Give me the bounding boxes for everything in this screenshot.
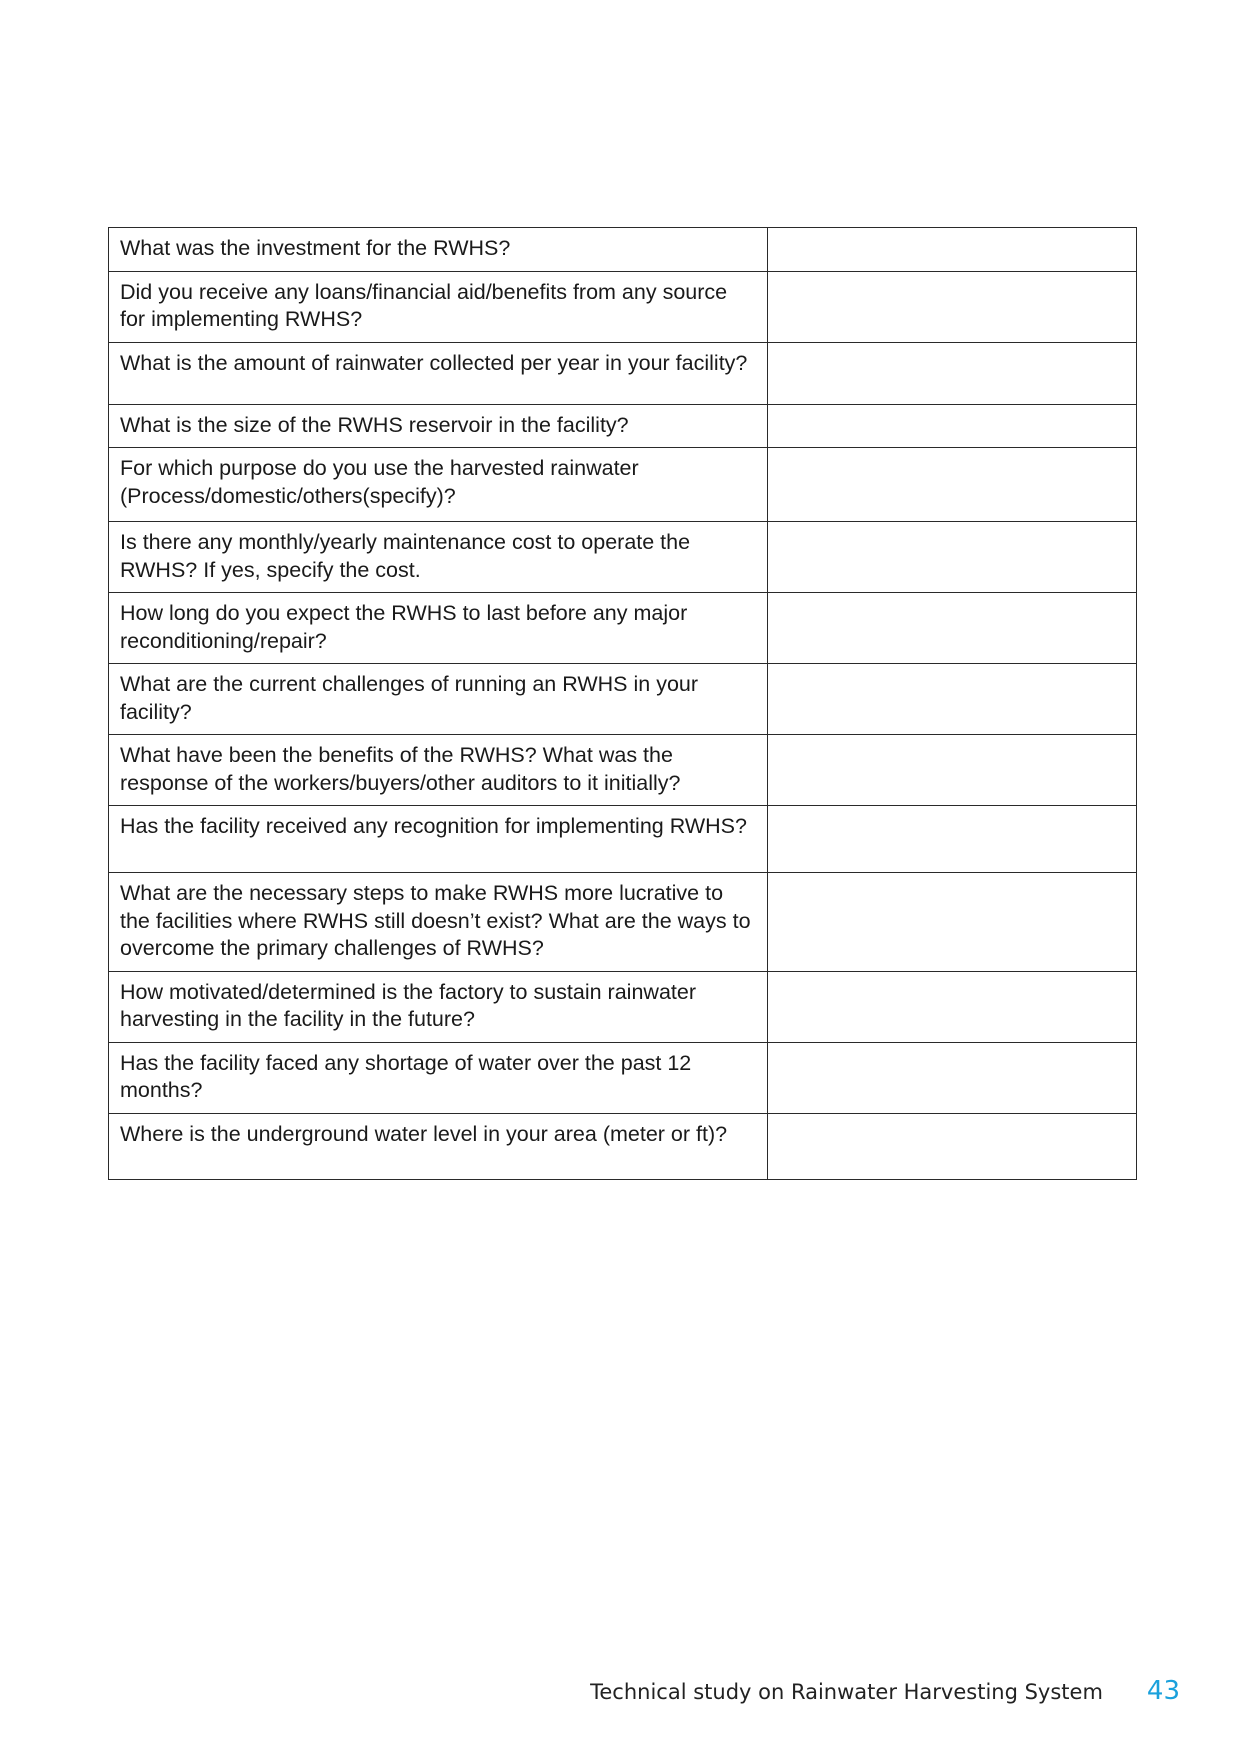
- question-cell: What is the size of the RWHS reservoir in the facility?: [109, 404, 768, 448]
- answer-cell[interactable]: [768, 664, 1137, 735]
- question-cell: Did you receive any loans/financial aid/benefits from any source for implementing RWHS?: [109, 271, 768, 342]
- answer-cell[interactable]: [768, 735, 1137, 806]
- question-cell: Has the facility received any recognition for implementing RWHS?: [109, 806, 768, 873]
- answer-cell[interactable]: [768, 1113, 1137, 1179]
- answer-cell[interactable]: [768, 448, 1137, 522]
- answer-cell[interactable]: [768, 1042, 1137, 1113]
- table-row: [109, 873, 1137, 972]
- page-number: 43: [1146, 1676, 1180, 1706]
- questionnaire-table: [108, 227, 1137, 1180]
- table-row: [109, 735, 1137, 806]
- answer-cell[interactable]: [768, 522, 1137, 593]
- answer-cell[interactable]: [768, 593, 1137, 664]
- table-row: [109, 404, 1137, 448]
- question-cell: For which purpose do you use the harvested rainwater (Process/domestic/others(specify)?: [109, 448, 768, 522]
- question-cell: Is there any monthly/yearly maintenance cost to operate the RWHS? If yes, specify the cost.: [109, 522, 768, 593]
- table-row: [109, 1113, 1137, 1179]
- question-cell: How long do you expect the RWHS to last before any major reconditioning/repair?: [109, 593, 768, 664]
- answer-cell[interactable]: [768, 404, 1137, 448]
- table-row: [109, 806, 1137, 873]
- question-cell: What have been the benefits of the RWHS? What was the response of the workers/buyers/other auditors to it initially?: [109, 735, 768, 806]
- table-row: [109, 1042, 1137, 1113]
- question-cell: What is the amount of rainwater collected per year in your facility?: [109, 342, 768, 404]
- table-row: [109, 342, 1137, 404]
- answer-cell[interactable]: [768, 971, 1137, 1042]
- question-cell: How motivated/determined is the factory to sustain rainwater harvesting in the facility in the future?: [109, 971, 768, 1042]
- table-row: [109, 522, 1137, 593]
- answer-cell[interactable]: [768, 271, 1137, 342]
- footer-title: Technical study on Rainwater Harvesting System: [590, 1680, 1103, 1704]
- answer-cell[interactable]: [768, 873, 1137, 972]
- table-row: [109, 228, 1137, 272]
- answer-cell[interactable]: [768, 806, 1137, 873]
- table-row: [109, 593, 1137, 664]
- table-row: [109, 271, 1137, 342]
- question-cell: Has the facility faced any shortage of water over the past 12 months?: [109, 1042, 768, 1113]
- page-footer: [590, 1676, 1180, 1712]
- answer-cell[interactable]: [768, 228, 1137, 272]
- question-cell: What are the current challenges of running an RWHS in your facility?: [109, 664, 768, 735]
- table-row: [109, 448, 1137, 522]
- table-row: [109, 971, 1137, 1042]
- question-cell: What are the necessary steps to make RWHS more lucrative to the facilities where RWHS still doesn’t exist? What are the ways to overcome the primary challenges of RWHS?: [109, 873, 768, 972]
- table-row: [109, 664, 1137, 735]
- questionnaire-body: [109, 228, 1137, 1180]
- answer-cell[interactable]: [768, 342, 1137, 404]
- question-cell: Where is the underground water level in your area (meter or ft)?: [109, 1113, 768, 1179]
- question-cell: What was the investment for the RWHS?: [109, 228, 768, 272]
